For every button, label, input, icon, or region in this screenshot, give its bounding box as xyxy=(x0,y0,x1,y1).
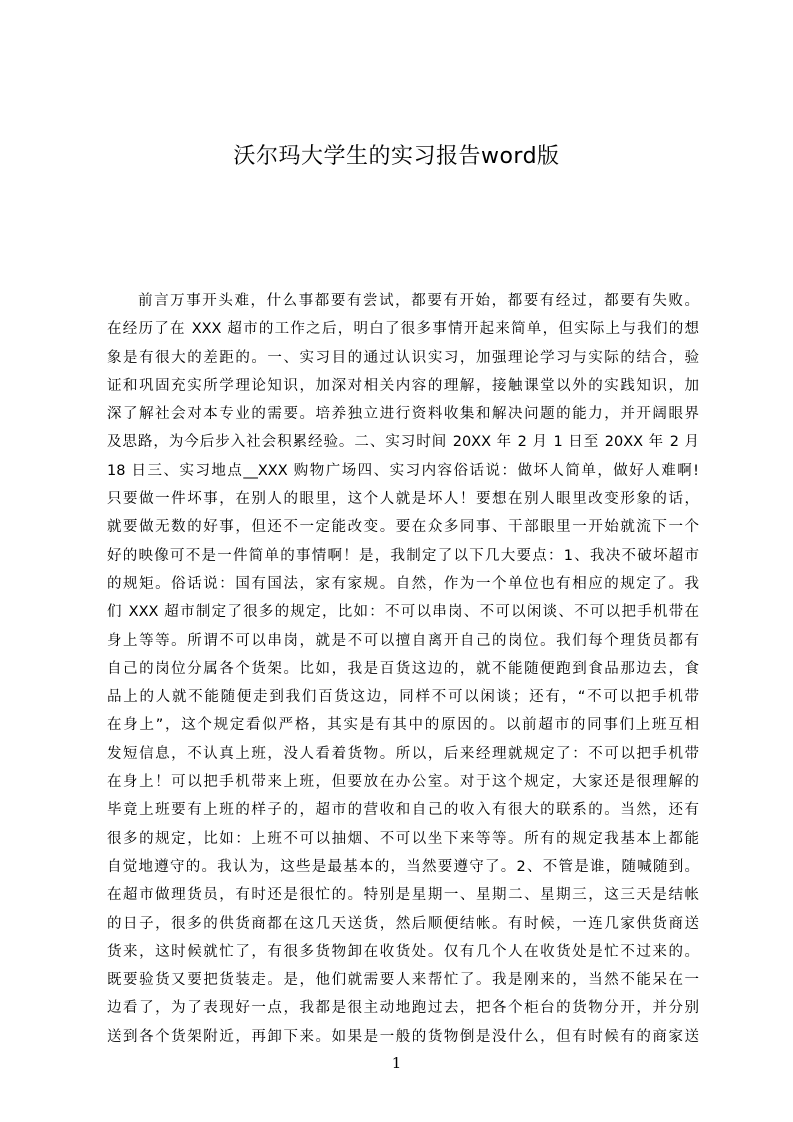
body-line: 好的映像可不是一件简单的事情啊！是，我制定了以下几大要点：1、我决不破坏超市 xyxy=(107,547,699,564)
body-line: 的日子，很多的供货商都在这几天送货，然后顺便结帐。有时候，一连几家供货商送 xyxy=(107,915,699,932)
body-line: 身上等等。所谓不可以串岗，就是不可以擅自离开自己的岗位。我们每个理货员都有 xyxy=(107,632,699,649)
body-line: 证和巩固充实所学理论知识，加深对相关内容的理解，接触课堂以外的实践知识，加 xyxy=(107,377,699,394)
body-line: 既要验货又要把货装走。是，他们就需要人来帮忙了。我是刚来的，当然不能呆在一 xyxy=(107,972,699,989)
body-line: 毕竟上班要有上班的样子的，超市的营收和自己的收入有很大的联系的。当然，还有 xyxy=(107,802,699,819)
body-line: 自觉地遵守的。我认为，这些是最基本的，当然要遵守了。2、不管是谁，随喊随到。 xyxy=(107,858,699,875)
body-line: 很多的规定，比如：上班不可以抽烟、不可以坐下来等等。所有的规定我基本上都能 xyxy=(107,830,699,847)
body-line: 送到各个货架附近，再卸下来。如果是一般的货物倒是没什么，但有时候有的商家送 xyxy=(107,1028,699,1045)
body-line: 货来，这时候就忙了，有很多货物卸在收货处。仅有几个人在收货处是忙不过来的。 xyxy=(107,943,699,960)
body-line: 在经历了在 XXX 超市的工作之后，明白了很多事情开起来简单，但实际上与我们的想 xyxy=(107,321,699,338)
body-line: 的规矩。俗话说：国有国法，家有家规。自然，作为一个单位也有相应的规定了。我 xyxy=(107,575,699,592)
body-line: 们 XXX 超市制定了很多的规定，比如：不可以串岗、不可以闲谈、不可以把手机带在 xyxy=(107,604,699,621)
body-line: 只要做一件坏事，在别人的眼里，这个人就是坏人！要想在别人眼里改变形象的话， xyxy=(107,491,699,508)
body-line: 象是有很大的差距的。一、实习目的通过认识实习，加强理论学习与实际的结合，验 xyxy=(107,349,699,366)
body-line: 及思路，为今后步入社会积累经验。二、实习时间 20XX 年 2 月 1 日至 20XX 年 2 月 xyxy=(107,434,699,451)
body-line: 在身上！可以把手机带来上班，但要放在办公室。对于这个规定，大家还是很理解的 xyxy=(107,774,699,791)
body-line: 边看了，为了表现好一点，我都是很主动地跑过去，把各个柜台的货物分开，并分别 xyxy=(107,1000,699,1017)
body-line: 在身上”，这个规定看似严格，其实是有其中的原因的。以前超市的同事们上班互相 xyxy=(107,717,699,734)
body-line: 18 日三、实习地点__XXX 购物广场四、实习内容俗话说：做坏人简单，做好人难啊! xyxy=(107,462,699,479)
page-number: 1 xyxy=(391,1054,402,1072)
body-line: 前言万事开头难，什么事都要有尝试，都要有开始，都要有经过，都要有失败。 xyxy=(138,293,699,309)
document-title: 沃尔玛大学生的实习报告word版 xyxy=(233,144,560,169)
body-line: 就要做无数的好事，但还不一定能改变。要在众多同事、干部眼里一开始就流下一个 xyxy=(107,519,699,536)
body-line: 品上的人就不能随便走到我们百货这边，同样不可以闲谈；还有，“不可以把手机带 xyxy=(107,689,699,706)
body-line: 在超市做理货员，有时还是很忙的。特别是星期一、星期二、星期三，这三天是结帐 xyxy=(107,887,699,904)
body-line: 自己的岗位分属各个货架。比如，我是百货这边的，就不能随便跑到食品那边去，食 xyxy=(107,660,699,677)
body-line: 深了解社会对本专业的需要。培养独立进行资料收集和解决问题的能力，并开阔眼界 xyxy=(107,406,699,423)
body-text xyxy=(107,287,699,1045)
body-line: 发短信息，不认真上班，没人看着货物。所以，后来经理就规定了：不可以把手机带 xyxy=(107,745,699,762)
